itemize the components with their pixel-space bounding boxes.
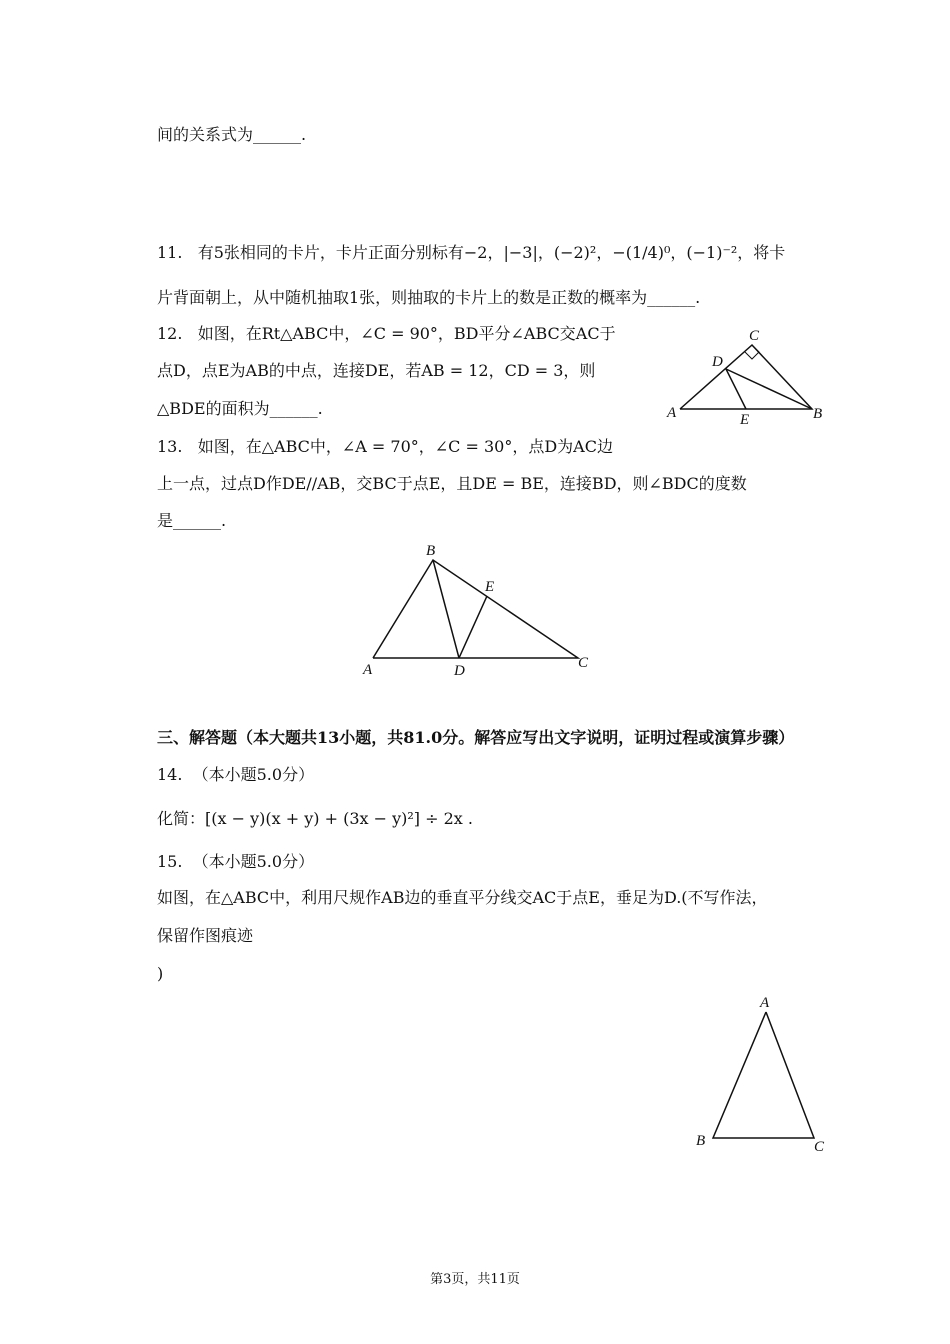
- fig13-label-b: B: [426, 543, 436, 559]
- question-15-header: 15. （本小题5.0分）: [157, 852, 315, 871]
- question-13-line-1: 13. 如图，在△ABC中，∠A = 70°，∠C = 30°，点D为AC边: [157, 437, 613, 456]
- figure-q13-triangle: [355, 540, 595, 680]
- question-12-line-3: △BDE的面积为______.: [157, 399, 323, 418]
- fig15-label-a: A: [760, 995, 770, 1011]
- fig13-label-a: A: [363, 662, 373, 678]
- fig15-label-c: C: [814, 1139, 825, 1155]
- question-14-header: 14. （本小题5.0分）: [157, 765, 315, 784]
- fig12-label-e: E: [740, 412, 750, 428]
- page-footer: 第3页，共11页: [430, 1272, 520, 1287]
- question-13-line-2: 上一点，过点D作DE//AB，交BC于点E，且DE = BE，连接BD，则∠BDC的度数: [157, 474, 747, 493]
- fig12-label-b: B: [813, 406, 823, 422]
- text-line-relation: 间的关系式为______.: [157, 125, 307, 144]
- fig12-label-a: A: [667, 405, 677, 421]
- question-11-line-2: 片背面朝上，从中随机抽取1张，则抽取的卡片上的数是正数的概率为______.: [157, 288, 701, 307]
- question-15-line-3: ): [157, 964, 164, 983]
- fig13-label-c: C: [578, 655, 589, 671]
- fig13-label-d: D: [454, 663, 465, 679]
- fig15-label-b: B: [696, 1133, 706, 1149]
- question-12-line-2: 点D，点E为AB的中点，连接DE，若AB = 12，CD = 3，则: [157, 361, 596, 380]
- figure-q15-triangle: [690, 990, 830, 1160]
- question-13-line-3: 是______.: [157, 511, 227, 530]
- figure-q12-right-triangle: [660, 325, 840, 430]
- question-12-line-1: 12. 如图，在Rt△ABC中，∠C = 90°，BD平分∠ABC交AC于: [157, 324, 616, 343]
- question-15-line-2: 保留作图痕迹: [157, 926, 254, 945]
- fig12-label-d: D: [712, 354, 723, 370]
- fig12-label-c: C: [749, 328, 760, 344]
- question-11-line-1: 11. 有5张相同的卡片，卡片正面分别标有−2，|−3|，(−2)²，−(1/4)⁰，(−1)⁻²，将卡: [157, 243, 786, 262]
- section-3-heading: 三、解答题（本大题共13小题，共81.0分。解答应写出文字说明，证明过程或演算步骤）: [157, 728, 795, 747]
- question-15-line-1: 如图，在△ABC中，利用尺规作AB边的垂直平分线交AC于点E，垂足为D.(不写作法，: [157, 888, 768, 907]
- question-14-expression: 化简：[(x − y)(x + y) + (3x − y)²] ÷ 2x .: [157, 809, 473, 828]
- fig13-label-e: E: [485, 579, 495, 595]
